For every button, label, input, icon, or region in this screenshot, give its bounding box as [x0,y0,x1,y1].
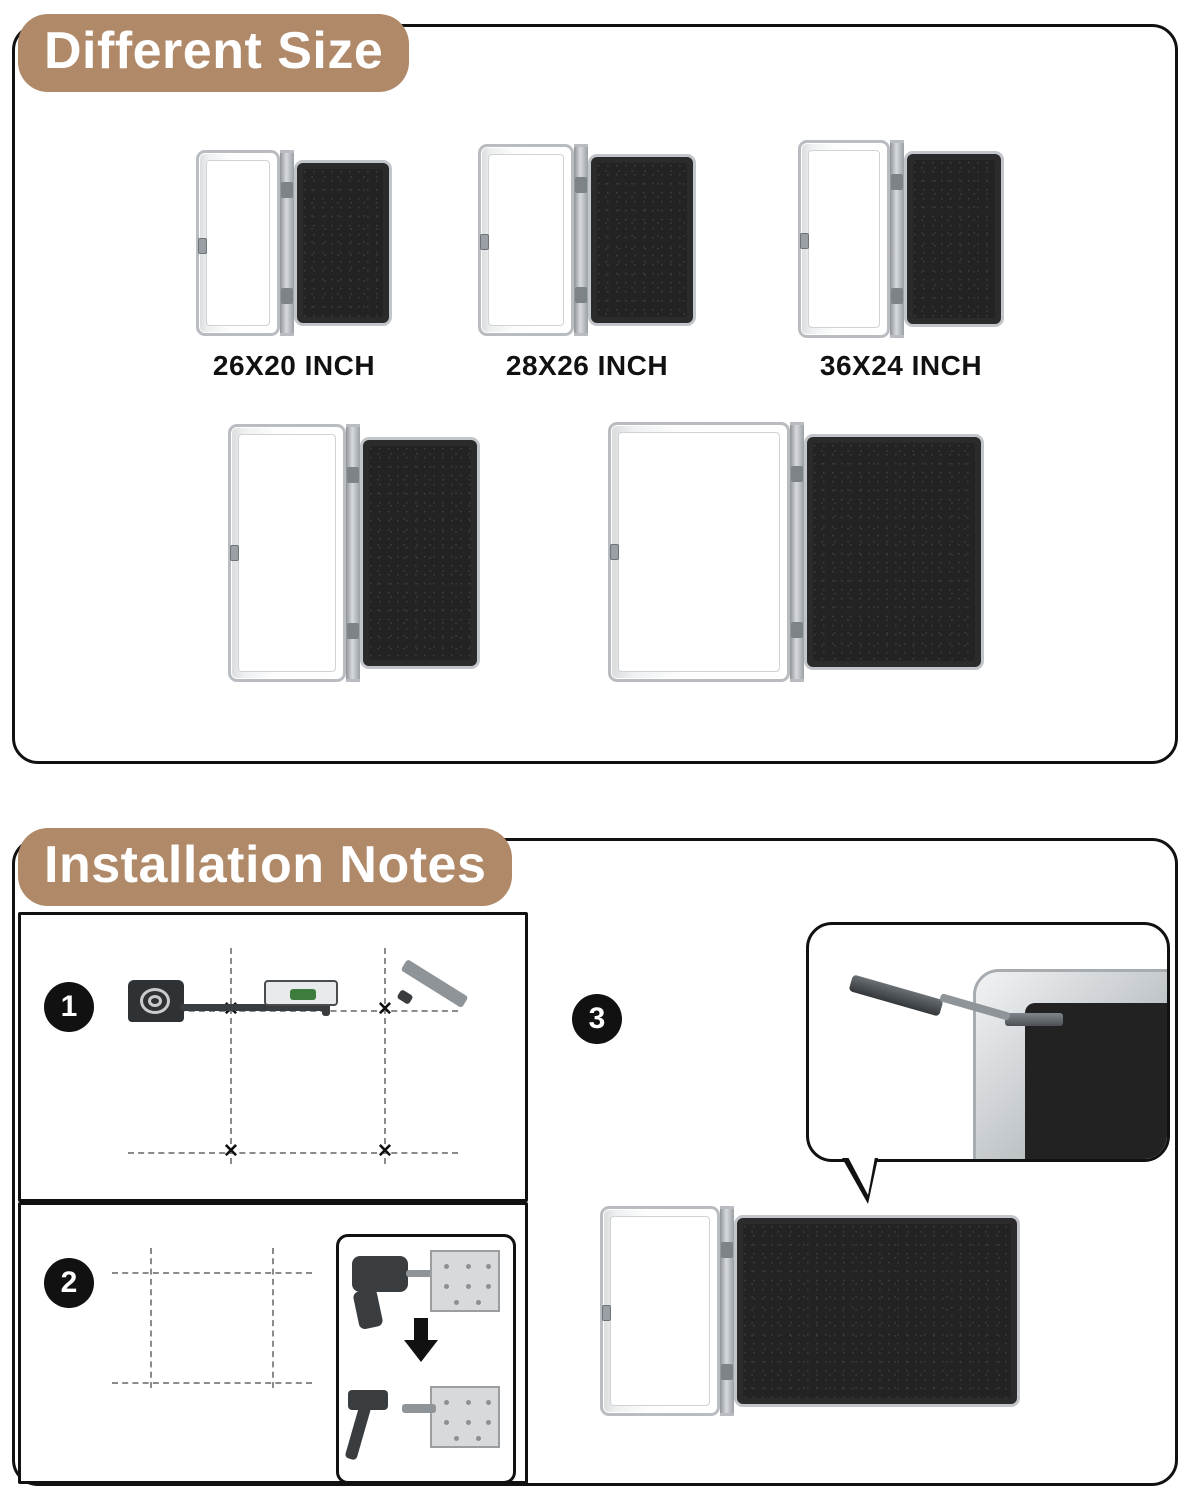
wall-anchor-icon [402,1404,436,1413]
board-26x20 [196,150,392,381]
different-size-panel [12,24,1178,764]
felt-board-leaf [294,160,392,326]
corner-detail-callout [806,922,1170,1162]
wall-surface-icon [430,1386,500,1448]
marking-cross-icon: ✕ [377,1141,393,1162]
felt-corner-icon [1025,1003,1170,1162]
lock-icon [198,238,207,254]
down-arrow-stem [414,1318,428,1342]
board-36x24 [798,140,1004,381]
lock-icon [230,545,239,561]
lock-icon [480,234,489,250]
step-3-number: 3 [572,994,622,1044]
felt-board-leaf [588,154,696,326]
screw-icon [1005,1013,1063,1026]
installation-step-1-box [18,912,528,1202]
installation-notes-title: Installation Notes [44,836,487,894]
board-38x28 [228,424,480,682]
hinge-icon [280,150,294,336]
hinge-icon [890,140,904,338]
guide-line-vertical [150,1248,152,1388]
spirit-level-icon [264,980,338,1006]
installed-notice-board [600,1206,1020,1416]
marking-cross-icon: ✕ [377,999,393,1020]
hinge-icon [574,144,588,336]
wall-anchor-icon [848,974,943,1016]
whiteboard-door-leaf [798,140,890,338]
down-arrow-icon [404,1340,438,1362]
whiteboard-door-leaf [196,150,280,336]
step-2-number: 2 [44,1258,94,1308]
wall-surface-icon [430,1250,500,1312]
installation-notes-title-pill [18,828,512,906]
marking-cross-icon: ✕ [223,1141,239,1162]
felt-board-leaf [804,434,984,670]
guide-line-vertical [272,1248,274,1388]
board-size-label: 26X20 INCH [212,350,376,381]
board-28x26 [478,144,696,381]
guide-line-horizontal [128,1152,458,1154]
hinge-icon [720,1206,734,1416]
felt-board-leaf [734,1215,1020,1407]
lock-icon [800,233,809,249]
step-1-number: 1 [44,982,94,1032]
board-size-label: 36X24 INCH [819,350,983,381]
board-size-label: 28X26 INCH [505,350,669,381]
different-size-title: Different Size [44,22,384,80]
hinge-icon [790,422,804,682]
lock-icon [602,1305,611,1321]
guide-line-horizontal [112,1272,312,1274]
guide-line-vertical [230,948,232,1164]
board-38x38 [608,422,984,682]
guide-line-horizontal [112,1382,312,1384]
felt-board-leaf [904,151,1004,327]
lock-icon [610,544,619,560]
whiteboard-door-leaf [478,144,574,336]
guide-line-vertical [384,948,386,1164]
callout-tail [842,1158,878,1204]
whiteboard-door-leaf [228,424,346,682]
different-size-title-pill [18,14,409,92]
felt-board-leaf [360,437,480,669]
tape-measure-icon [128,980,184,1022]
whiteboard-door-leaf [608,422,790,682]
power-drill-icon [352,1256,408,1292]
whiteboard-door-leaf [600,1206,720,1416]
hinge-icon [346,424,360,682]
